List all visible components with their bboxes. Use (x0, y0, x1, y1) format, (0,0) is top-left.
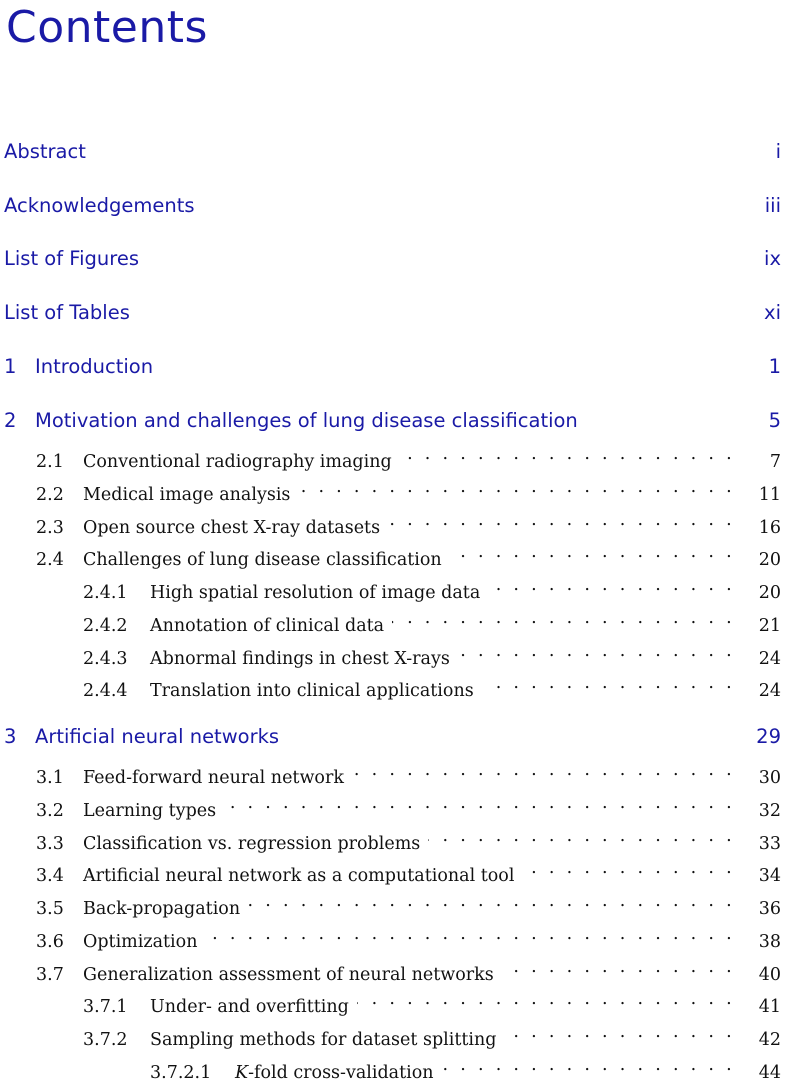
toc-entry-title: Sampling methods for dataset splitting (150, 1030, 497, 1050)
toc-section-3-2[interactable] (0, 792, 790, 823)
dot-leader (388, 508, 735, 532)
dot-leader (504, 1020, 735, 1044)
toc-entry-title: Generalization assessment of neural networks (83, 965, 494, 985)
toc-entry-title-rest: -fold cross-validation (248, 1063, 434, 1083)
toc-entry-title: Under- and overfitting (150, 997, 349, 1017)
toc-entry-title: High spatial resolution of image data (150, 583, 481, 603)
toc-entry-title-italic: K (235, 1063, 249, 1083)
toc-entry-page: 1 (768, 355, 781, 378)
toc-entry-title: Annotation of clinical data (150, 616, 385, 636)
toc-entry-number: 3.5 (36, 899, 64, 919)
toc-entry-number: 1 (4, 355, 17, 378)
toc-entry-page: 34 (758, 866, 781, 886)
toc-section-3-6[interactable] (0, 923, 790, 954)
toc-entry-number: 3 (4, 725, 17, 748)
toc-entry-page: 7 (769, 452, 781, 472)
toc-entry-number: 2.4.3 (83, 649, 128, 669)
dot-leader (392, 606, 735, 630)
toc-entry-abstract[interactable] (0, 139, 790, 165)
toc-entry-title: List of Figures (4, 247, 139, 270)
toc-entry-page: 20 (758, 583, 781, 603)
toc-entry-number: 2.1 (36, 452, 64, 472)
toc-entry-page: 32 (758, 801, 781, 821)
toc-entry-number: 3.7.2 (83, 1030, 128, 1050)
dot-leader (400, 442, 735, 466)
toc-entry-number: 3.6 (36, 932, 64, 952)
toc-entry-number: 3.1 (36, 768, 64, 788)
toc-entry-page: i (775, 140, 781, 163)
toc-entry-page: 16 (758, 518, 781, 538)
dot-leader (205, 922, 735, 946)
toc-section-3-5[interactable] (0, 890, 790, 921)
toc-entry-page: 44 (758, 1063, 781, 1083)
toc-entry-number: 2.4 (36, 550, 64, 570)
toc-entry-title: Artificial neural networks (35, 725, 280, 748)
toc-entry-page: 5 (768, 409, 781, 432)
toc-entry-number: 3.7.2.1 (150, 1063, 212, 1083)
toc-entry-title: Learning types (83, 801, 217, 821)
toc-entry-page: 11 (758, 485, 781, 505)
toc-entry-number: 2.4.1 (83, 583, 128, 603)
toc-subsection-2-4-1[interactable] (0, 574, 790, 605)
toc-entry-page: 30 (758, 768, 781, 788)
toc-entry-title: Back-propagation (83, 899, 241, 919)
toc-entry-page: 38 (758, 932, 781, 952)
toc-entry-title (235, 1061, 434, 1085)
toc-chapter-2[interactable] (0, 408, 790, 434)
dot-leader (458, 639, 735, 663)
toc-entry-page: 29 (756, 725, 781, 748)
toc-subsection-2-4-4[interactable] (0, 672, 790, 703)
toc-entry-title: Introduction (35, 355, 154, 378)
toc-entry-title: Open source chest X-ray datasets (83, 518, 381, 538)
toc-entry-number: 2.2 (36, 485, 64, 505)
toc-entry-page: 24 (758, 649, 781, 669)
toc-entry-page: 42 (758, 1030, 781, 1050)
toc-entry-page: 20 (758, 550, 781, 570)
dot-leader (450, 540, 735, 564)
toc-entry-title: Acknowledgements (4, 194, 195, 217)
toc-entry-number: 3.4 (36, 866, 64, 886)
toc-entry-title: Artificial neural network as a computational tool (83, 866, 515, 886)
dot-leader (502, 955, 735, 979)
toc-entry-page: xi (764, 301, 781, 324)
toc-entry-title: Abnormal findings in chest X-rays (150, 649, 450, 669)
toc-entry-number: 3.7.1 (83, 997, 128, 1017)
toc-section-2-1[interactable] (0, 443, 790, 474)
dot-leader (488, 573, 735, 597)
dot-leader (352, 758, 735, 782)
toc-entry-page: 24 (758, 681, 781, 701)
dot-leader (224, 791, 735, 815)
toc-entry-list-of-figures[interactable] (0, 246, 790, 272)
toc-section-2-4[interactable] (0, 541, 790, 572)
toc-entry-page: 41 (758, 997, 781, 1017)
toc-entry-number: 2.3 (36, 518, 64, 538)
toc-entry-list-of-tables[interactable] (0, 300, 790, 326)
toc-entry-title: Feed-forward neural network (83, 768, 344, 788)
toc-section-2-3[interactable] (0, 509, 790, 540)
toc-entry-title: Challenges of lung disease classification (83, 550, 442, 570)
toc-entry-number: 2.4.2 (83, 616, 128, 636)
toc-section-3-4[interactable] (0, 857, 790, 888)
toc-entry-page: iii (764, 194, 781, 217)
toc-entry-title: Medical image analysis (83, 485, 291, 505)
toc-entry-page: 36 (758, 899, 781, 919)
dot-leader (442, 1053, 735, 1077)
toc-entry-title: Conventional radiography imaging (83, 452, 392, 472)
toc-entry-page: 33 (758, 834, 781, 854)
toc-entry-title: Abstract (4, 140, 86, 163)
toc-entry-title: Motivation and challenges of lung disease classification (35, 409, 578, 432)
toc-chapter-1[interactable] (0, 354, 790, 380)
toc-chapter-3[interactable] (0, 724, 790, 750)
dot-leader (248, 889, 735, 913)
toc-subsection-2-4-2[interactable] (0, 607, 790, 638)
dot-leader (482, 671, 735, 695)
toc-entry-number: 3.3 (36, 834, 64, 854)
toc-section-3-1[interactable] (0, 759, 790, 790)
toc-section-3-3[interactable] (0, 825, 790, 856)
toc-section-3-7[interactable] (0, 956, 790, 987)
toc-entry-title: Translation into clinical applications (150, 681, 474, 701)
dot-leader (428, 824, 735, 848)
toc-entry-page: ix (764, 247, 781, 270)
toc-subsection-2-4-3[interactable] (0, 640, 790, 671)
toc-entry-number: 3.7 (36, 965, 64, 985)
dot-leader (522, 856, 735, 880)
toc-subsubsection-3-7-2-1[interactable] (0, 1054, 790, 1085)
toc-subsection-3-7-2[interactable] (0, 1021, 790, 1052)
toc-entry-page: 40 (758, 965, 781, 985)
page-title: Contents (6, 2, 208, 53)
toc-entry-number: 2.4.4 (83, 681, 128, 701)
toc-entry-acknowledgements[interactable] (0, 193, 790, 219)
toc-entry-title: Optimization (83, 932, 198, 952)
toc-entry-number: 3.2 (36, 801, 64, 821)
dot-leader (298, 475, 735, 499)
toc-section-2-2[interactable] (0, 476, 790, 507)
dot-leader (357, 987, 735, 1011)
toc-subsection-3-7-1[interactable] (0, 988, 790, 1019)
toc-entry-title: List of Tables (4, 301, 130, 324)
toc-entry-title: Classification vs. regression problems (83, 834, 421, 854)
toc-entry-number: 2 (4, 409, 17, 432)
toc-entry-page: 21 (758, 616, 781, 636)
